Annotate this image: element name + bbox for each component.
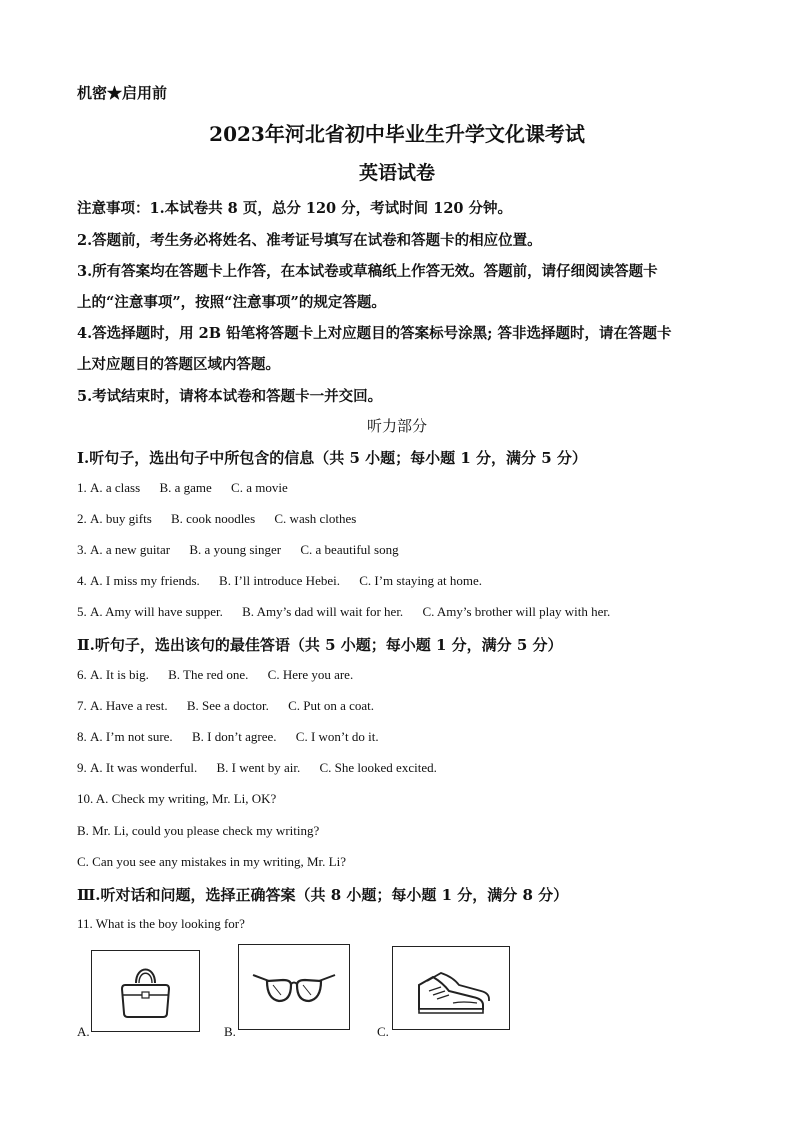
picture-option-b	[238, 944, 350, 1030]
section1-title: Ⅰ.听句子，选出句子中所包含的信息（共 5 小题；每小题 1 分，满分 5 分）	[77, 449, 587, 467]
option-b: B. cook noodles	[171, 511, 256, 526]
option-a: A. a new guitar	[90, 542, 171, 557]
option-a: A. I’m not sure.	[90, 729, 173, 744]
question-number: 7.	[77, 698, 87, 713]
option-a: A. buy gifts	[90, 511, 152, 526]
question-4	[77, 573, 482, 589]
picture-option-c	[392, 946, 510, 1030]
question-number: 3.	[77, 542, 87, 557]
note-line-3: 3.所有答案均在答题卡上作答，在本试卷或草稿纸上作答无效。答题前，请仔细阅读答题卡	[77, 263, 658, 280]
option-a: A. It was wonderful.	[90, 760, 198, 775]
section3-title: Ⅲ.听对话和问题，选择正确答案（共 8 小题；每小题 1 分，满分 8 分）	[77, 886, 569, 904]
option-c: C. I’m staying at home.	[359, 573, 482, 588]
option-b: B. I’ll introduce Hebei.	[219, 573, 340, 588]
option-b: B. I don’t agree.	[191, 729, 277, 744]
question-number: 9.	[77, 760, 87, 775]
question-10-option-a: 10. A. Check my writing, Mr. Li, OK?	[77, 791, 277, 806]
option-c: C. a movie	[231, 480, 288, 495]
question-6	[77, 667, 353, 683]
note-line-2: 2.答题前，考生务必将姓名、准考证号填写在试卷和答题卡的相应位置。	[77, 232, 542, 249]
exam-title: 2023年河北省初中毕业生升学文化课考试	[209, 122, 585, 146]
sneaker-icon	[393, 947, 509, 1029]
option-c: C. Here you are.	[267, 667, 354, 682]
note-line-1: 注意事项：1.本试卷共 8 页，总分 120 分，考试时间 120 分钟。	[77, 200, 513, 217]
option-b: B. a young singer	[189, 542, 282, 557]
option-c: C. She looked excited.	[319, 760, 437, 775]
option-b: B. Amy’s dad will wait for her.	[242, 604, 404, 619]
question-2	[77, 511, 356, 527]
option-c: C. a beautiful song	[300, 542, 399, 557]
question-10-option-c: C. Can you see any mistakes in my writing, Mr. Li?	[77, 854, 346, 869]
option-c: C. Amy’s brother will play with her.	[422, 604, 611, 619]
handbag-icon	[92, 951, 199, 1031]
note-line-4: 上的“注意事项”，按照“注意事项”的规定答题。	[77, 294, 386, 311]
question-9	[77, 760, 437, 776]
picture-option-a	[91, 950, 200, 1032]
question-11-stem: 11. What is the boy looking for?	[77, 916, 245, 931]
option-b: B. The red one.	[168, 667, 249, 682]
option-b: B. See a doctor.	[186, 698, 269, 713]
option-c: C. wash clothes	[274, 511, 357, 526]
question-5	[77, 604, 610, 620]
question-number: 1.	[77, 480, 87, 495]
option-a: A. It is big.	[90, 667, 149, 682]
exam-subtitle: 英语试卷	[358, 162, 435, 184]
section2-title: Ⅱ.听句子，选出该句的最佳答语（共 5 小题；每小题 1 分，满分 5 分）	[77, 636, 563, 654]
listening-part-heading: 听力部分	[366, 417, 427, 435]
option-a: A. Have a rest.	[90, 698, 168, 713]
option-label-b: B.	[224, 1024, 236, 1039]
option-b: B. a game	[159, 480, 212, 495]
option-a: A. Amy will have supper.	[90, 604, 223, 619]
question-1	[77, 480, 288, 496]
question-number: 5.	[77, 604, 87, 619]
option-c: C. Put on a coat.	[288, 698, 375, 713]
option-label-c: C.	[377, 1024, 389, 1039]
option-label-a: A.	[77, 1024, 90, 1039]
question-number: 4.	[77, 573, 87, 588]
option-a: A. a class	[90, 480, 141, 495]
question-8	[77, 729, 379, 745]
option-b: B. I went by air.	[216, 760, 301, 775]
question-7	[77, 698, 374, 714]
question-number: 8.	[77, 729, 87, 744]
note-line-5: 4.答选择题时，用 2B 铅笔将答题卡上对应题目的答案标号涂黑; 答非选择题时，请在答题卡	[77, 325, 672, 342]
confidential-label: 机密★启用前	[77, 84, 168, 102]
question-10-option-b: B. Mr. Li, could you please check my writing?	[77, 823, 320, 838]
question-3	[77, 542, 399, 558]
question-number: 2.	[77, 511, 87, 526]
glasses-icon	[239, 945, 349, 1029]
note-line-7: 5.考试结束时，请将本试卷和答题卡一并交回。	[77, 388, 383, 405]
question-number: 6.	[77, 667, 87, 682]
note-line-6: 上对应题目的答题区域内答题。	[77, 356, 280, 373]
option-c: C. I won’t do it.	[295, 729, 379, 744]
option-a: A. I miss my friends.	[90, 573, 200, 588]
